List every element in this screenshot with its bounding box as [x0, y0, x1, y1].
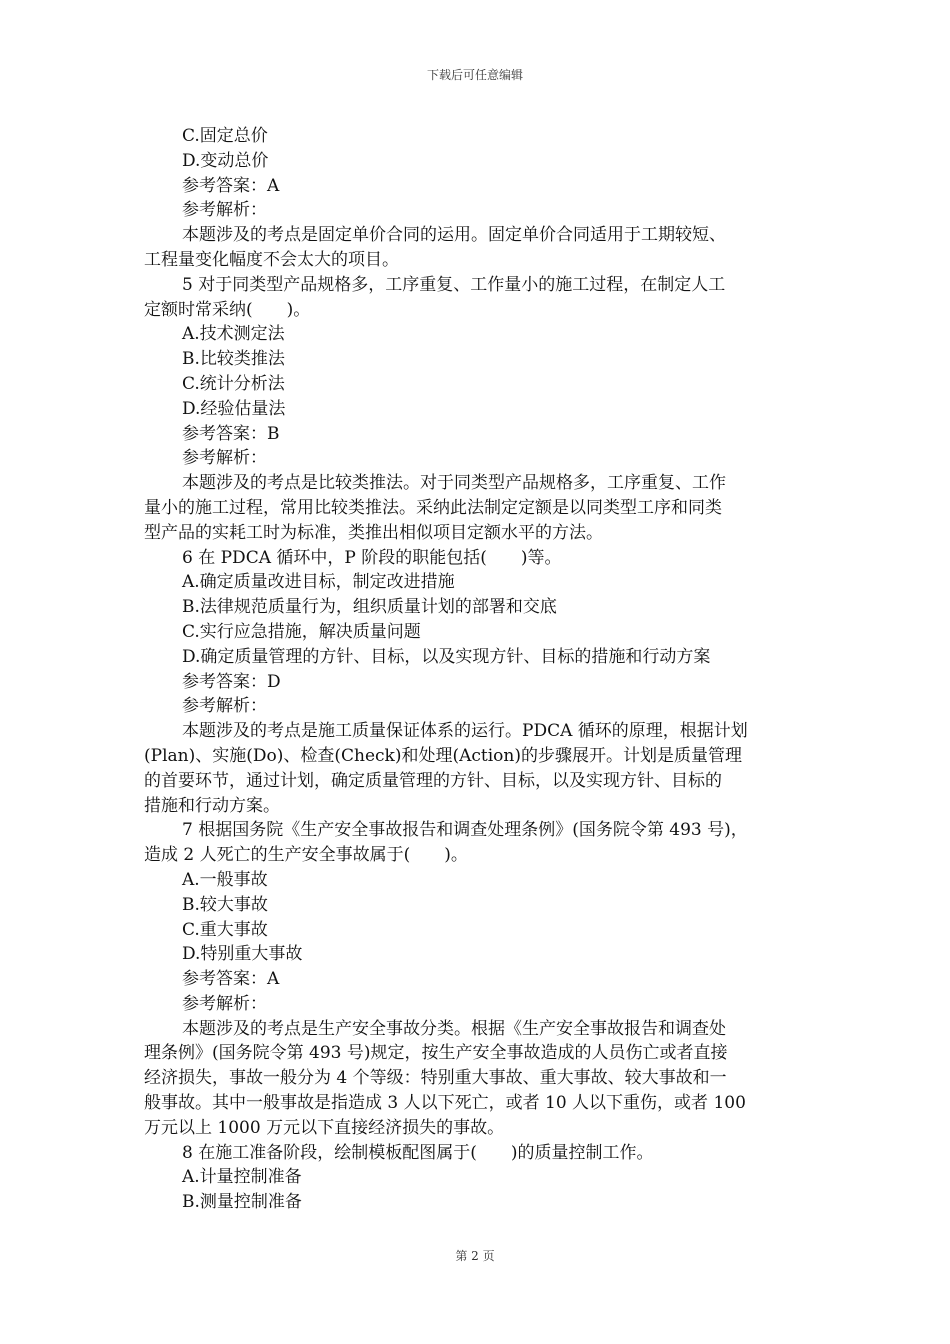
- text-line: C.固定总价: [182, 126, 268, 146]
- text-line: 造成 2 人死亡的生产安全事故属于( )。: [144, 845, 468, 866]
- text-line: A.计量控制准备: [182, 1167, 302, 1188]
- text-line: 参考解析：: [182, 696, 267, 717]
- text-line: B.法律规范质量行为，组织质量计划的部署和交底: [182, 597, 557, 618]
- text-line: C.实行应急措施，解决质量问题: [182, 621, 421, 642]
- text-line: 工程量变化幅度不会太大的项目。: [144, 249, 399, 270]
- text-line: A.确定质量改进目标，制定改进措施: [182, 572, 455, 593]
- page-number: 第 2 页: [455, 1249, 495, 1263]
- text-line: 经济损失，事故一般分为 4 个等级：特别重大事故、重大事故、较大事故和一: [144, 1068, 727, 1089]
- text-line: C.重大事故: [182, 919, 268, 940]
- document-body: [144, 124, 808, 1215]
- text-line: 本题涉及的考点是固定单价合同的运用。固定单价合同适用于工期较短、: [182, 225, 726, 246]
- text-line: 定额时常采纳( )。: [144, 299, 311, 320]
- text-line: 般事故。其中一般事故是指造成 3 人以下死亡，或者 10 人以下重伤，或者 100: [144, 1093, 746, 1114]
- text-line: 6 在 PDCA 循环中，P 阶段的职能包括( )等。: [182, 547, 562, 568]
- text-line: D.确定质量管理的方针、目标，以及实现方针、目标的措施和行动方案: [182, 646, 711, 667]
- text-line: 本题涉及的考点是施工质量保证体系的运行。PDCA 循环的原理，根据计划: [182, 721, 748, 742]
- text-line: 5 对于同类型产品规格多，工序重复、工作量小的施工过程，在制定人工: [182, 274, 726, 295]
- text-line: 的首要环节，通过计划，确定质量管理的方针、目标，以及实现方针、目标的: [144, 770, 722, 791]
- text-line: 量小的施工过程，常用比较类推法。采纳此法制定定额是以同类型工序和同类: [144, 497, 722, 518]
- text-line: 8 在施工准备阶段，绘制模板配图属于( )的质量控制工作。: [182, 1142, 654, 1163]
- text-line: 参考解析：: [182, 200, 267, 221]
- text-line: 参考答案：A: [182, 969, 280, 990]
- text-line: B.较大事故: [182, 894, 268, 915]
- text-line: 本题涉及的考点是生产安全事故分类。根据《生产安全事故报告和调查处: [182, 1018, 726, 1039]
- page-header: 下载后可任意编辑: [426, 68, 523, 82]
- text-line: 本题涉及的考点是比较类推法。对于同类型产品规格多，工序重复、工作: [182, 473, 726, 494]
- text-line: 型产品的实耗工时为标准，类推出相似项目定额水平的方法。: [144, 522, 603, 543]
- text-line: 措施和行动方案。: [144, 795, 280, 816]
- text-line: B.测量控制准备: [182, 1192, 302, 1213]
- text-line: 参考解析：: [182, 993, 267, 1014]
- text-line: 参考答案：A: [182, 175, 280, 196]
- text-line: A.技术测定法: [182, 324, 285, 345]
- text-line: 理条例》(国务院令第 493 号)规定，按生产安全事故造成的人员伤亡或者直接: [144, 1043, 728, 1064]
- text-line: D.特别重大事故: [182, 944, 303, 965]
- text-line: D.经验估量法: [182, 398, 286, 419]
- text-line: 参考答案：B: [182, 423, 280, 444]
- text-line: A.一般事故: [182, 869, 268, 890]
- text-line: 万元以上 1000 万元以下直接经济损失的事故。: [144, 1117, 505, 1138]
- text-line: 参考解析：: [182, 448, 267, 469]
- text-line: C.统计分析法: [182, 373, 285, 394]
- text-line: D.变动总价: [182, 150, 269, 171]
- text-line: 7 根据国务院《生产安全事故报告和调查处理条例》(国务院令第 493 号)，: [182, 820, 748, 841]
- text-line: B.比较类推法: [182, 349, 285, 370]
- text-line: 参考答案：D: [182, 671, 281, 692]
- text-line: (Plan)、实施(Do)、检查(Check)和处理(Action)的步骤展开。计划是质量管理: [144, 745, 742, 766]
